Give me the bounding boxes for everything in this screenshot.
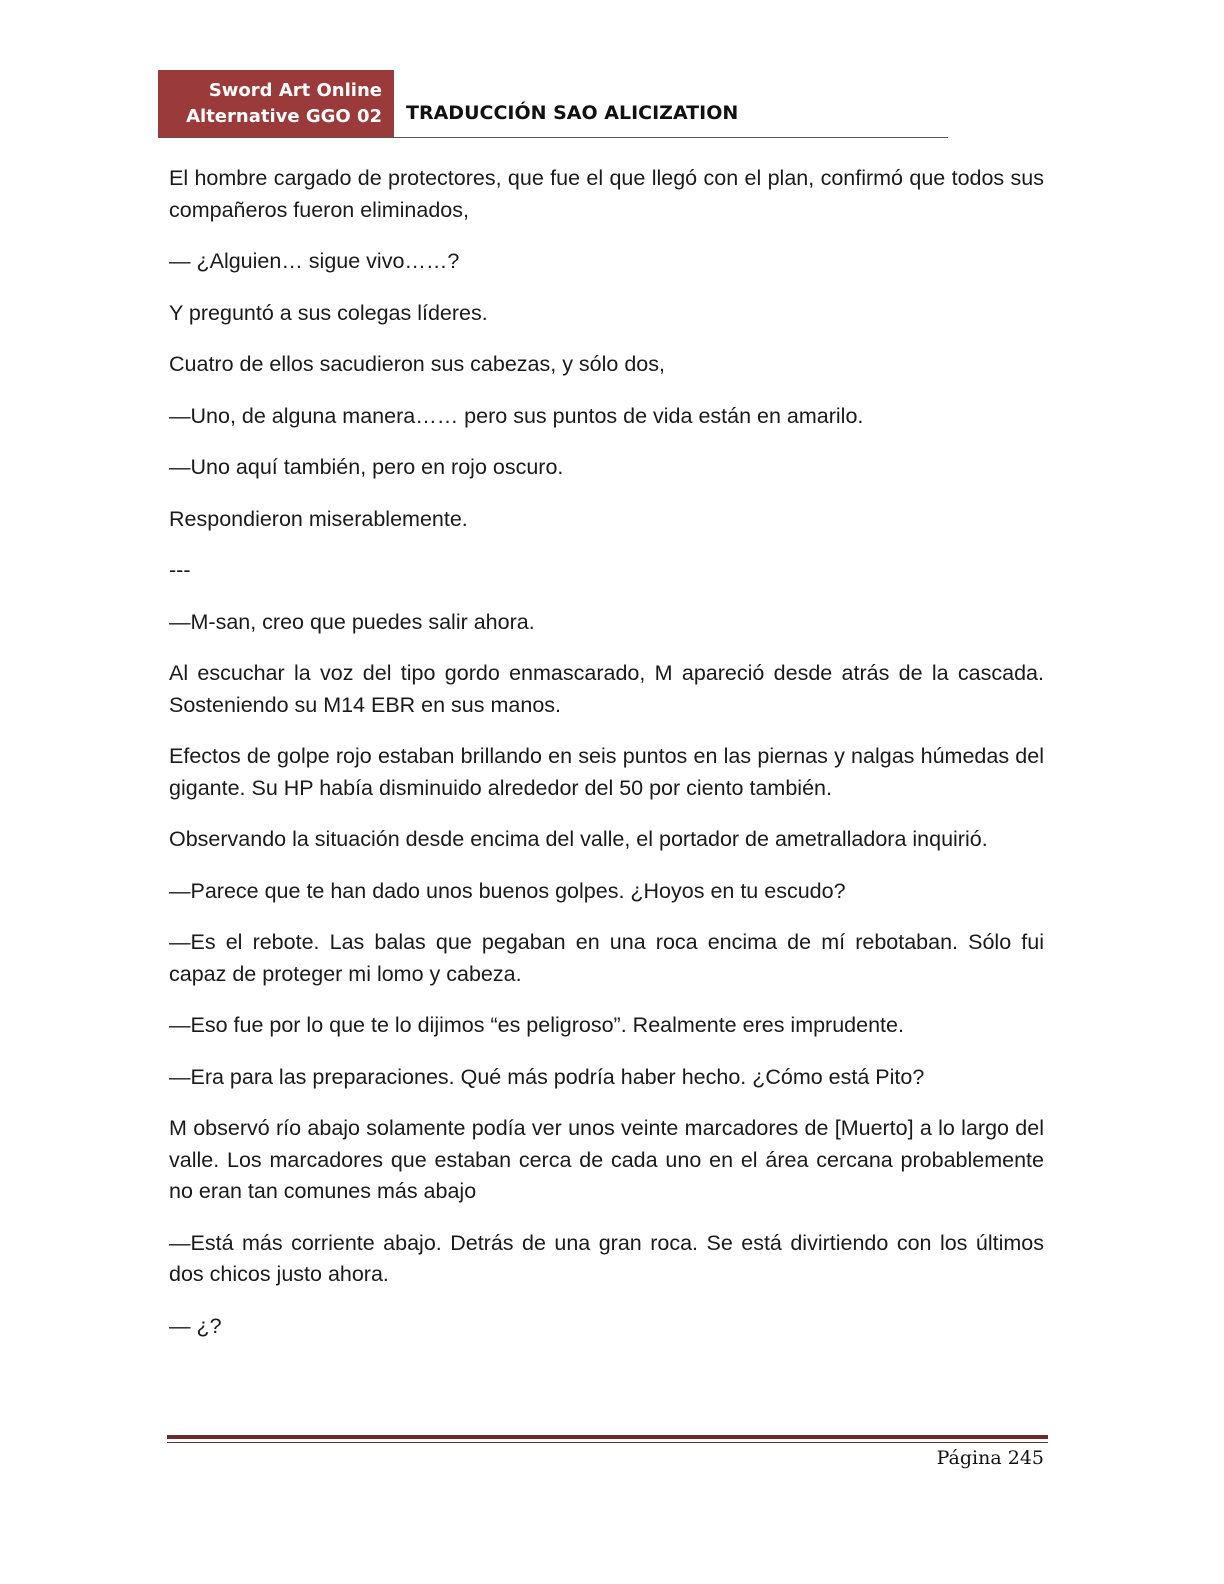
paragraph: —Eso fue por lo que te lo dijimos “es peligroso”. Realmente eres imprudente. <box>169 1013 904 1037</box>
paragraph: Observando la situación desde encima del valle, el portador de ametralladora inquirió. <box>169 827 988 851</box>
paragraph: —Es el rebote. Las balas que pegaban en una roca encima de mí rebotaban. Sólo fui capaz de proteger mi lomo y cabeza. <box>169 930 1044 986</box>
page-number: Página 245 <box>936 1447 1044 1469</box>
paragraph: El hombre cargado de protectores, que fue el que llegó con el plan, confirmó que todos sus compañeros fueron eliminados, <box>169 166 1044 222</box>
paragraph: —Uno, de alguna manera…… pero sus puntos de vida están en amarilo. <box>169 403 864 428</box>
paragraph: M observó río abajo solamente podía ver unos veinte marcadores de [Muerto] a lo largo del valle. Los marcadores que estaban cerca de cada uno en el área cercana probablemente no eran tan comunes más abajo <box>169 1116 1044 1203</box>
book-title-line-2: Alternative GGO 02 <box>186 106 382 127</box>
paragraph: —M-san, creo que puedes salir ahora. <box>169 609 535 634</box>
paragraph: —Era para las preparaciones. Qué más podría haber hecho. ¿Cómo está Pito? <box>169 1064 925 1089</box>
paragraph: Cuatro de ellos sacudieron sus cabezas, y sólo dos, <box>169 352 665 376</box>
scene-break: --- <box>169 558 191 582</box>
paragraph: — ¿? <box>169 1313 222 1338</box>
page-body <box>169 163 1044 1362</box>
footer-divider-thick <box>167 1435 1048 1439</box>
header-title: TRADUCCIÓN SAO ALICIZATION <box>406 102 739 124</box>
paragraph: Al escuchar la voz del tipo gordo enmascarado, M apareció desde atrás de la cascada. Sosteniendo su M14 EBR en sus manos. <box>169 661 1044 717</box>
footer-divider-thin <box>167 1442 1048 1443</box>
paragraph: — ¿Alguien… sigue vivo……? <box>169 249 460 273</box>
paragraph: —Uno aquí también, pero en rojo oscuro. <box>169 455 564 479</box>
paragraph: Y preguntó a sus colegas líderes. <box>169 300 488 325</box>
paragraph: —Está más corriente abajo. Detrás de una gran roca. Se está divirtiendo con los últimos dos chicos justo ahora. <box>169 1230 1044 1286</box>
paragraph: Efectos de golpe rojo estaban brillando en seis puntos en las piernas y nalgas húmedas del gigante. Su HP había disminuido alrededor del 50 por ciento también. <box>169 744 1044 800</box>
paragraph: —Parece que te han dado unos buenos golpes. ¿Hoyos en tu escudo? <box>169 878 846 903</box>
book-title-line-1: Sword Art Online <box>208 80 382 101</box>
header-divider <box>158 137 948 138</box>
header-badge <box>158 70 394 138</box>
paragraph: Respondieron miserablemente. <box>169 506 468 531</box>
